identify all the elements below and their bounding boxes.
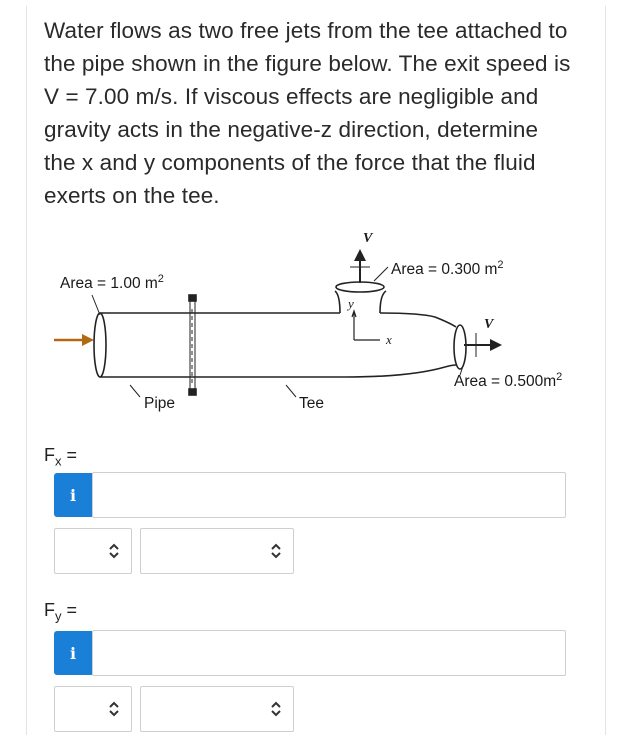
problem-line: V = 7.00 m/s. If viscous effects are negligible and [44, 84, 539, 109]
coordinate-axes [352, 311, 380, 340]
problem-line: Water flows as two free jets from the tee attached to [44, 18, 568, 43]
tee-label: Tee [299, 395, 324, 412]
problem-line: the pipe shown in the figure below. The exit speed is [44, 51, 571, 76]
fx-info-button[interactable]: i [54, 473, 92, 517]
top-velocity-arrow [350, 249, 370, 283]
problem-line: exerts on the tee. [44, 183, 220, 208]
problem-line: the x and y components of the force that the fluid [44, 150, 536, 175]
fy-label: $F_y$ = [44, 600, 78, 624]
side-velocity-arrow [464, 333, 502, 357]
top-outlet-area-label: Area = 0.300 $m^2$ [391, 259, 504, 279]
fy-answer-input[interactable] [92, 630, 566, 676]
tee-pipe-figure [40, 225, 600, 425]
side-velocity-label: V [484, 317, 494, 332]
problem-line: gravity acts in the negative-z direction, determine [44, 117, 539, 142]
fy-info-button[interactable]: i [54, 631, 92, 675]
fx-answer-input[interactable] [92, 472, 566, 518]
x-axis-label: x [386, 332, 392, 347]
inlet-area-label: Area = 1.00 $m^2$ [60, 273, 164, 293]
problem-statement [44, 14, 604, 212]
chevron-updown-icon [108, 543, 120, 559]
chevron-updown-icon [270, 543, 282, 559]
fx-units-select[interactable] [140, 528, 294, 574]
chevron-updown-icon [270, 701, 282, 717]
fy-sign-select[interactable] [54, 686, 132, 732]
chevron-updown-icon [108, 701, 120, 717]
y-axis-label: y [348, 296, 354, 311]
pipe-label: Pipe [144, 395, 176, 412]
top-velocity-label: V [363, 231, 373, 246]
pipe-body [94, 282, 466, 395]
fy-units-select[interactable] [140, 686, 294, 732]
side-outlet-area-label: Area = $0.500m^2$ [454, 371, 563, 391]
fx-sign-select[interactable] [54, 528, 132, 574]
fx-label: $F_x$ = [44, 445, 78, 469]
inlet-flow-arrow [54, 334, 94, 346]
